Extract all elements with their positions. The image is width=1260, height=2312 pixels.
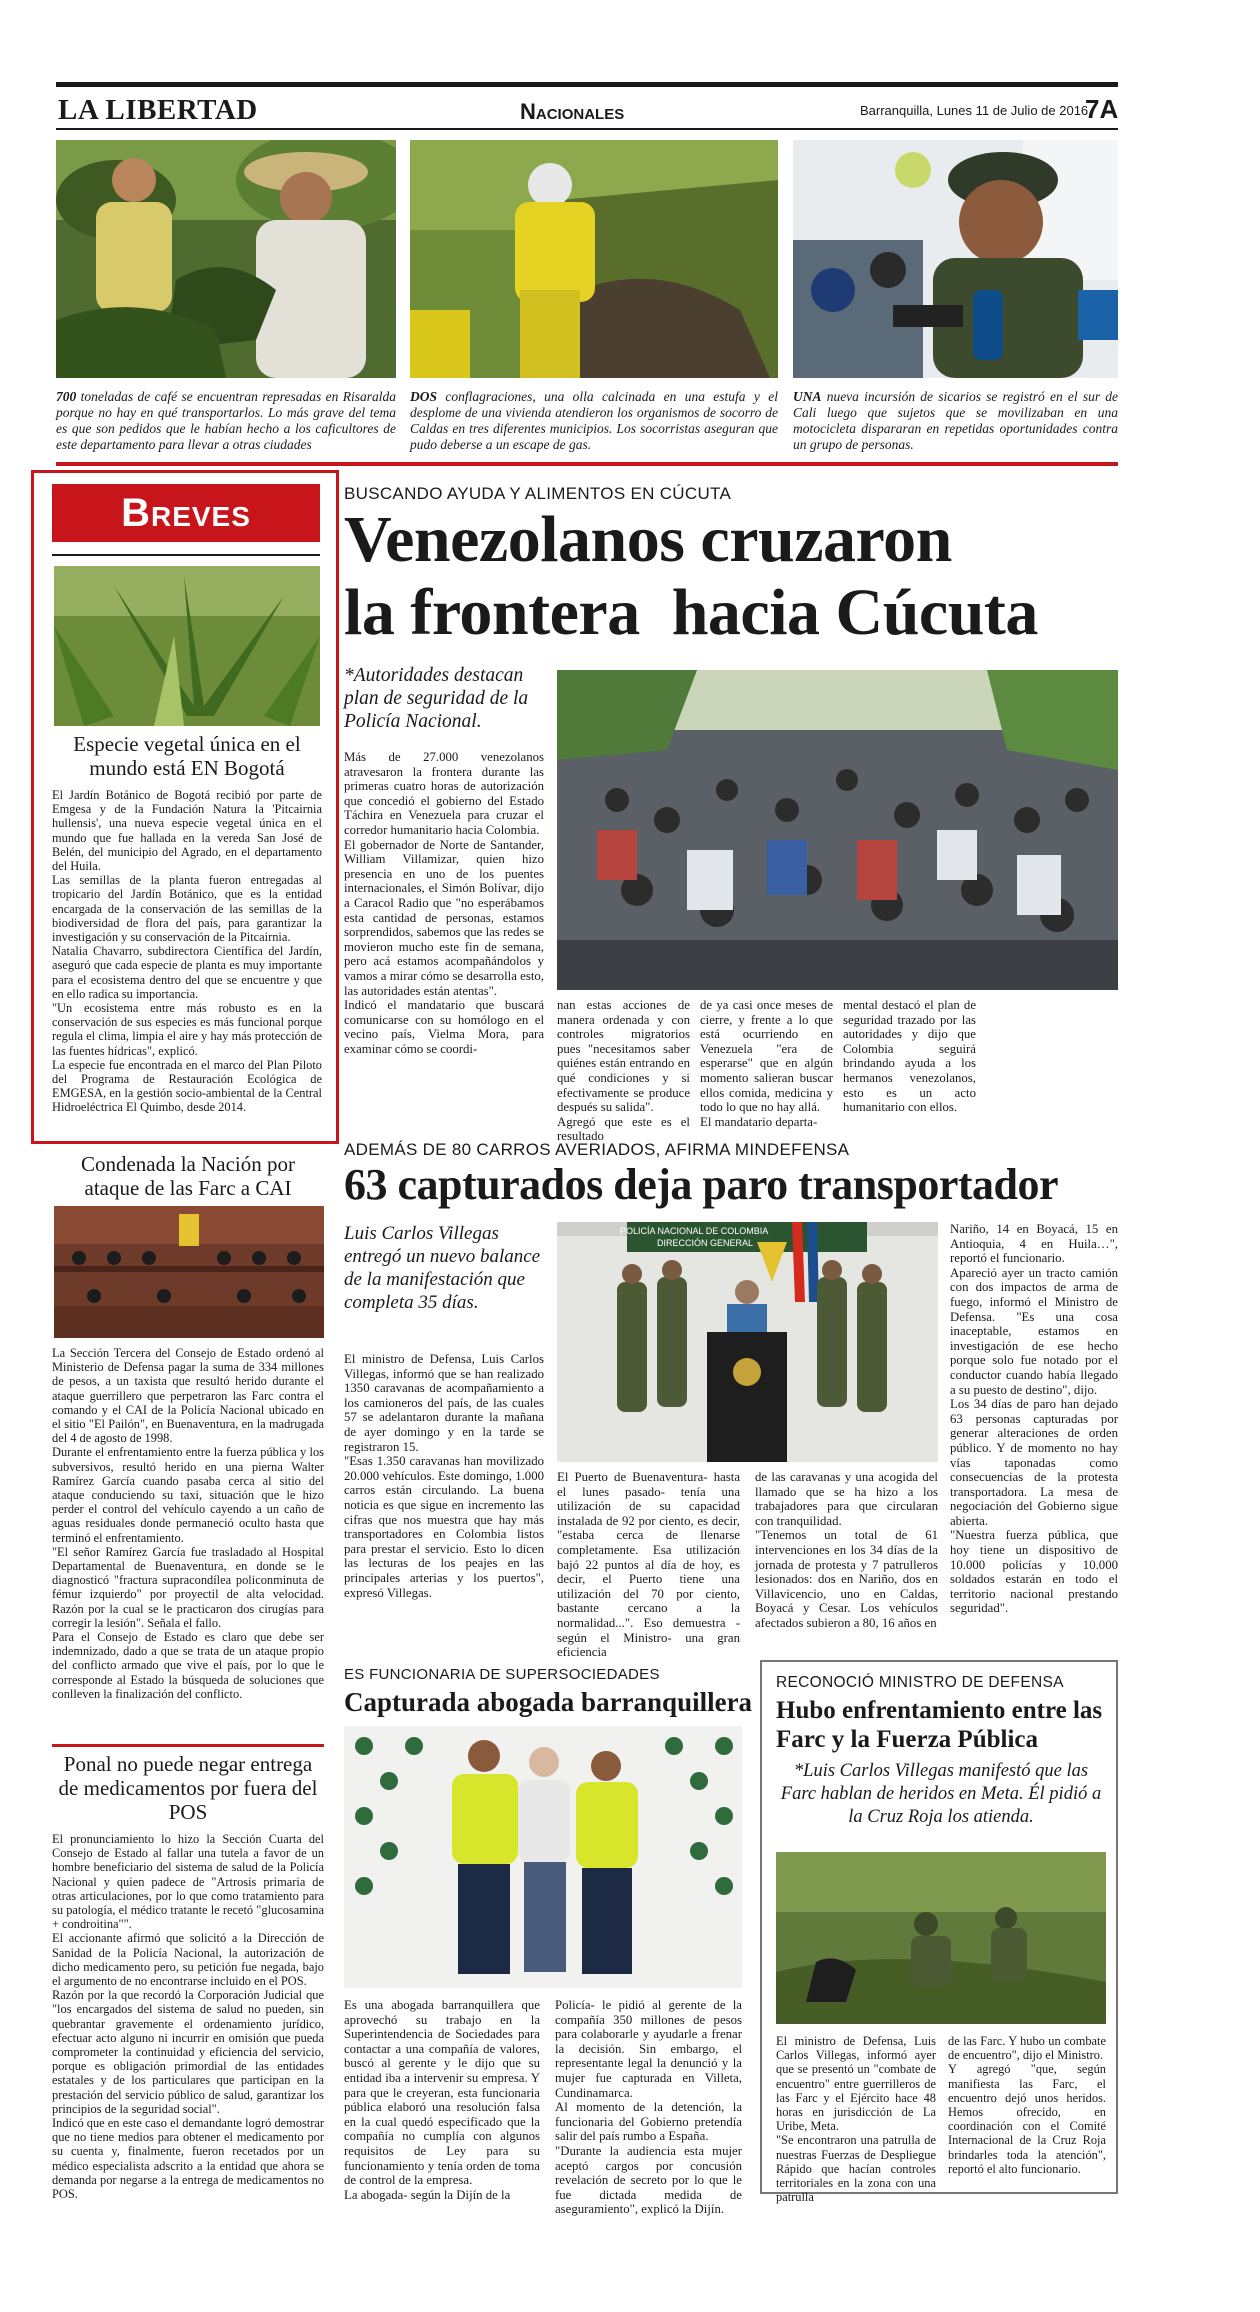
- lawyer-column-2: Policía- le pidió al gerente de la compañía 350 millones de pesos para colaborarle y ayudarle a frenar la decisión. Sin embargo, el representante legal la denunció y la mujer fue capturada en Villeta, Cundinamarca. Al momento de la detención, la funcionaria del Gobierno pretendía salir del país rumbo a España. "Durante la audiencia esta mujer aceptó cargos por concusión revelación de secreto por lo que le fue dictada medida de aseguramiento", explicó la Dijín.: [555, 1998, 742, 2217]
- dateline: Barranquilla, Lunes 11 de Julio de 2016: [860, 103, 1089, 118]
- breve-headline: Ponal no puede negar entrega de medicamentos por fuera del POS: [58, 1752, 318, 1824]
- lead-headline-line2: la frontera hacia Cúcuta: [344, 576, 1038, 649]
- coffee-photo: [56, 140, 396, 378]
- podium-sign-2: DIRECCIÓN GENERAL: [657, 1238, 754, 1248]
- breves-rule: [52, 554, 320, 556]
- farc-deck: *Luis Carlos Villegas manifestó que las Farc hablan de heridos en Meta. Él pidió a la Cruz Roja los atienda.: [780, 1761, 1102, 1827]
- breve-body: El Jardín Botánico de Bogotá recibió por parte de Emgesa y de la Fundación Natura la 'Pitcairnia hullensis', una nueva especie vegetal única en el mundo que fue hallada en la vereda San José de Belén, del municipio del Agrado, en el departamento del Huila. Las semillas de la planta fueron entregadas al tropicario del Jardín Botánico, que es la entidad encargada de la conservación de las semillas de la biodiversidad de flora del país, para garantizar la investigación y su conservación de la Pitcairnia. Natalia Chavarro, subdirectora Científica del Jardín, aseguró que cada especie de planta es muy importante para el ecosistema dentro del que se encuentre y que en ello radica su importancia. "Un ecosistema entre más robusto es en la conservación de sus especies es más funcional porque regula el clima, limpia el aire y hay más protección de las fuentes hídricas", explicó. La especie fue encontrada en el marco del Plan Piloto del Programa de Restauración Ecológica de EMGESA, en la gestión socio-ambiental de la Central Hidroeléctrica El Quimbo, desde 2014.: [52, 788, 322, 1115]
- section-name: Nacionales: [520, 99, 625, 124]
- breves-title: Breves: [52, 484, 320, 542]
- farc-kicker: RECONOCIÓ MINISTRO DE DEFENSA: [776, 1674, 1064, 1691]
- press-conference-photo: [557, 1222, 938, 1462]
- court-photo: [54, 1206, 324, 1338]
- coffee-caption: [56, 389, 396, 453]
- transport-column-2: El Puerto de Buenaventura- hasta el lunes pasado- tenía una utilización de su capacidad instalada de 92 por ciento, es decir, "estaba cerca de llenarse completamente. Esa utilización bajó 22 puntos al día de hoy, es decir, el Puerto tiene una utilización del 70 por ciento, bastante cercano a la normalidad...". Eso demuestra -según el Ministro- una gran eficiencia: [557, 1470, 740, 1660]
- transport-deck: Luis Carlos Villegas entregó un nuevo balance de la manifestación que completa 35 días.: [344, 1223, 541, 1313]
- soldiers-photo: [776, 1852, 1106, 2024]
- farc-column-2: de las Farc. Y hubo un combate de encuentro", dijo el Ministro. Y agregó "que, según manifiesta las Farc, el encuentro dejó unos heridos. Hemos ofrecido, en coordinación con el Comité Internacional de la Cruz Roja brindarles toda la atención", reportó el alto funcionario.: [948, 2034, 1106, 2176]
- breve-headline: Condenada la Nación por ataque de las Farc a CAI: [80, 1152, 295, 1200]
- caption-text: toneladas de café se encuentran represadas en Risaralda porque no hay en qué transportarlos. Lo más grave del tema es que son pedidos que le habían hecho a los caficultores de este departamento para llevar a otras ciudades: [56, 389, 396, 452]
- lead-headline-line1: Venezolanos cruzaron: [344, 503, 952, 576]
- lead-column-3: de ya casi once meses de cierre, y frente a lo que está ocurriendo en Venezuela "era de esperarse" que en algún momento salieran buscar ellos comida, medicina y todo lo que no hay allá. El mandatario departa-: [700, 998, 833, 1129]
- caption-lead: DOS: [410, 389, 438, 404]
- breve-headline: Especie vegetal única en el mundo está EN Bogotá: [73, 732, 301, 780]
- transport-column-1: El ministro de Defensa, Luis Carlos Villegas, informó que se han realizado 1350 caravanas de acompañamiento a los camioneros del país, de las cuales 57 se adelantaron durante la mañana de ayer domingo y en la tarde se registraron 15. "Esas 1.350 caravanas han movilizado 20.000 vehículos. Este domingo, 1.000 carros están circulando. La buena noticia es que sigue en incremento las cifras que nos muestra que hay más transportadores en Colombia listos para prestar el servicio. Esto lo dicen las lecturas de los peajes en las principales arterias y los puertos", expresó Villegas.: [344, 1352, 544, 1600]
- caption-text: nueva incursión de sicarios se registró en el sur de Cali luego que sujetos que se movilizaban en una motocicleta dispararan en repetidas oportunidades contra un grupo de personas.: [793, 389, 1118, 452]
- red-divider: [56, 462, 1118, 466]
- header-bottom-rule: [56, 128, 1118, 130]
- caption-lead: UNA: [793, 389, 822, 404]
- police-caption: [793, 389, 1118, 453]
- breve-body: El pronunciamiento lo hizo la Sección Cuarta del Consejo de Estado al fallar una tutela a favor de un hombre beneficiario del sistema de salud de la Policía Nacional y quien padece de "Artrosis primaria de otras articulaciones, por lo que como tratamiento para su patología, el médico tratante le recetó "glucosamina + condroitina"". El accionante afirmó que solicitó a la Dirección de Sanidad de la Policía Nacional, la autorización de dicho medicamento pero, su petición fue negada, bajo el argumento de no encontrarse incluido en el POS. Razón por la que recordó la Corporación Judicial que "los encargados del sistema de salud no pueden, sin quebrantar gravemente el ordenamiento jurídico, efectuar acto alguno ni incurrir en omisión que pueda comprometer la continuidad y eficiencia del servicio, porque es obligación primordial de las entidades estatales y de los particulares que participan en la prestación del servicio público de salud, garantizar los principios de la seguridad social". Indicó que en este caso el demandante logró demostrar que no tiene medios para obtener el medicamento por su cuenta y, finalmente, fueron recetados por un médico especialista adscrito a la entidad que ahora se demanda por negarse a la entrega de medicamentos no POS.: [52, 1832, 324, 2202]
- page-number: 7A: [1085, 94, 1119, 124]
- caption-lead: 700: [56, 389, 77, 404]
- lead-kicker: BUSCANDO AYUDA Y ALIMENTOS EN CÚCUTA: [344, 484, 732, 503]
- arrest-photo: [344, 1726, 742, 1988]
- lead-column-4: mental destacó el plan de seguridad trazado por las autoridades y dijo que Colombia seguirá brindando ayuda a los hermanos venezolanos, esto es un acto humanitario con ellos.: [843, 998, 976, 1115]
- plant-photo: [54, 566, 320, 726]
- farc-column-1: El ministro de Defensa, Luis Carlos Villegas, informó ayer que se presentó un "combate de encuentro" entre guerrilleros de las Farc y el Ejército hace 48 horas en jurisdicción de La Uribe, Meta. "Se encontraron una patrulla de nuestras Fuerzas de Despliegue Rápido que hacían controles territoriales en la zona con una patrulla: [776, 2034, 936, 2205]
- transport-column-4: Nariño, 14 en Boyacá, 15 en Antioquia, 4 en Huila…", reportó el funcionario. Apareció ayer un tracto camión con dos impactos de arma de fuego, informó el Ministro de Defensa. "Es una cosa inaceptable, estamos en investigación de ese hecho porque solo fue notado por el conductor cuando había llegado a su puesto de destino", dijo. Los 34 días de paro han dejado 63 personas capturadas por generar alteraciones de orden público. Y de momento no hay vías taponadas como consecuencias de la protesta transportadora. La mesa de negociación del Gobierno sigue abierta. "Nuestra fuerza pública, que hoy tiene un dispositivo de 10.000 policías y 10.000 soldados estarán en todo el territorio nacional prestando seguridad".: [950, 1222, 1118, 1616]
- breve-divider: [52, 1744, 324, 1747]
- farc-headline: Hubo enfrentamiento entre las Farc y la Fuerza Pública: [776, 1697, 1103, 1753]
- police-officer-photo: [793, 140, 1118, 378]
- lead-column-2: nan estas acciones de manera ordenada y con controles migratorios pues "necesitamos saber quiénes están entrando en qué condiciones y si efectivamente se produce después su salida". Agregó que este es el resultado: [557, 998, 690, 1144]
- caption-text: conflagraciones, una olla calcinada en una estufa y el desplome de una vivienda atendieron los organismos de socorro de Caldas en tres diferentes municipios. Los socorristas aseguran que pudo deberse a un escape de gas.: [410, 389, 778, 452]
- newspaper-name: LA LIBERTAD: [58, 94, 258, 126]
- transport-column-3: de las caravanas y una acogida del llamado que se ha hizo a los trabajadores para que circularan con tranquilidad. "Tenemos un total de 61 intervenciones en los 34 días de la jornada de protesta y 7 patrulleros lesionados: dos en Nariño, dos en Villavicencio, uno en Caldas, Boyacá y Cesar. Los vehículos afectados subieron a 80, 16 años en: [755, 1470, 938, 1630]
- header-top-rule: [56, 82, 1118, 87]
- lead-column-1: Más de 27.000 venezolanos atravesaron la frontera durante las primeras cuatro horas de autorización que concedió el gobierno del Estado Táchira en Venezuela para cruzar el corredor humanitario hacia Colombia. El gobernador de Norte de Santander, William Villamizar, quien hizo presencia en uno de los puentes internacionales, el Simón Bolívar, dijo a Caracol Radio que "no esperábamos esta cantidad de personas, estamos sorprendidos, sabemos que las redes se movieron mucho este fin de semana, pero acá estamos acompañándolos y vamos a mirar cómo se desarrolla esto, las autoridades están atentas". Indicó el mandatario que buscará comunicarse con su homólogo en el vecino país, Vielma Mora, para examinar cómo se coordi-: [344, 750, 544, 1056]
- podium-sign: POLICÍA NACIONAL DE COLOMBIA: [620, 1226, 769, 1236]
- transport-kicker: ADEMÁS DE 80 CARROS AVERIADOS, AFIRMA MINDEFENSA: [344, 1140, 850, 1159]
- lawyer-column-1: Es una abogada barranquillera que aprovechó su trabajo en la Superintendencia de Sociedades para contactar a una compañía de valores, buscó al gerente y le dijo que su entidad iba a intervenir su empresa. Y para que le creyeran, esta funcionaria pública elaboró una resolución falsa en la cual quedó especificado que la compañía no cumplía con algunos requisitos de Ley para su funcionamiento y tenía orden de toma de control de la empresa. La abogada- según la Dijín de la: [344, 1998, 540, 2202]
- transport-headline: 63 capturados deja paro transportador: [344, 1160, 1059, 1209]
- firefighter-caption: [410, 389, 778, 453]
- breve-body: La Sección Tercera del Consejo de Estado ordenó al Ministerio de Defensa pagar la suma de 334 millones de pesos, a un taxista que resultó herido durante el ataque guerrillero que perpetraron las Farc contra el comando y el CAI de la Policía Nacional ubicado en el sitio "El Pailón", en Buenaventura, en la madrugada del 4 de agosto de 1998. Durante el enfrentamiento entre la fuerza pública y los subversivos, resultó herido en una pierna Walter Ramírez García cuando pasaba cerca al sitio del ataque conduciendo su taxi, situación que le hizo perder el control del vehículo cayendo a un caño de aguas residuales donde permaneció oculto hasta que terminó el enfrentamiento. "El señor Ramírez García fue trasladado al Hospital Departamental de Buenaventura, en donde se le diagnosticó "fractura supracondílea policonminuta de fémur izquierdo" por proyectil de alta velocidad. Razón por la cual se le practicaron dos cirugías para corregir la lesión". Señala el fallo. Para el Consejo de Estado es claro que debe ser indemnizado, dado a que se trata de un ataque propio del conflicto armado que vive el país, por lo que le corresponde al Estado la búsqueda de soluciones que conlleven la finalización del conflicto.: [52, 1346, 324, 1701]
- lead-deck: *Autoridades destacan plan de seguridad de la Policía Nacional.: [344, 665, 529, 732]
- border-crowd-photo: [557, 670, 1118, 990]
- lawyer-kicker: ES FUNCIONARIA DE SUPERSOCIEDADES: [344, 1666, 660, 1683]
- lawyer-headline: Capturada abogada barranquillera: [344, 1687, 753, 1717]
- firefighter-photo: [410, 140, 778, 378]
